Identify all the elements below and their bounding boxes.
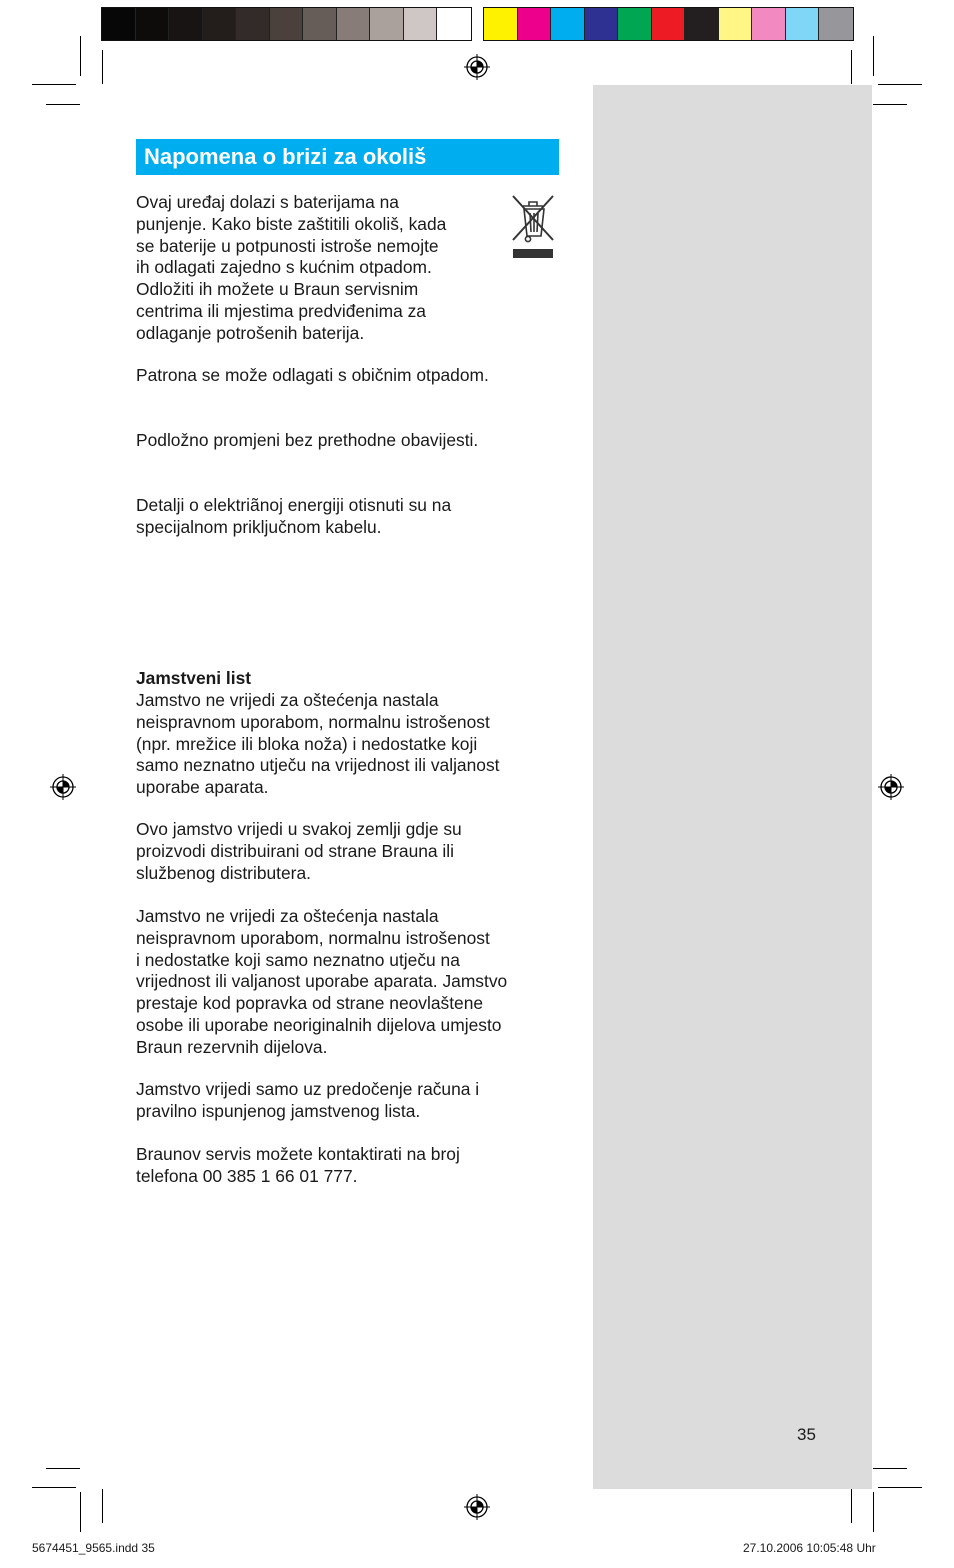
crossed-out-wheeled-bin-icon [509,192,557,260]
crop-mark [46,104,80,105]
warranty-paragraph-1: Jamstvo ne vrijedi za oštećenja nastala neispravnom uporabom, normalnu istrošenost (npr. mrežice ili bloka noža) i nedostatke koji samo neznatno utječu na vrijednost ili valjanost uporabe aparata. [136,690,500,798]
slug-file: 5674451_9565.indd 35 [32,1541,155,1555]
registration-target-icon [464,54,490,80]
color-swatch [370,8,404,40]
color-swatch [618,8,652,40]
warranty-title: Jamstveni list [136,668,252,688]
color-swatch [652,8,686,40]
color-swatch [685,8,719,40]
crop-mark [878,84,922,85]
color-swatch [270,8,304,40]
color-swatch [136,8,170,40]
warranty-paragraph-2: Ovo jamstvo vrijedi u svakoj zemlji gdje su proizvodi distribuirani od strane Brauna ili službenog distributera. [136,819,462,883]
crop-mark [102,50,103,84]
crop-mark [873,36,874,76]
color-swatch [303,8,337,40]
color-swatch [437,8,471,40]
slug-timestamp: 27.10.2006 10:05:48 Uhr [743,1541,876,1555]
color-swatch [203,8,237,40]
warranty-paragraph-4: Jamstvo vrijedi samo uz predočenje računa i pravilno ispunjenog jamstvenog lista. [136,1079,480,1121]
crop-mark [873,1468,907,1469]
section-title: Napomena o brizi za okoliš [144,144,427,169]
crop-mark [80,36,81,76]
color-swatch [585,8,619,40]
registration-target-icon [50,774,76,800]
registration-target-icon [878,774,904,800]
section-heading [136,139,559,175]
page-number: 35 [797,1425,816,1444]
color-swatch [719,8,753,40]
crop-mark [873,104,907,105]
registration-target-icon [464,1494,490,1520]
crop-mark [851,50,852,84]
crop-mark [873,1492,874,1532]
crop-mark [102,1489,103,1523]
crop-mark [80,1492,81,1532]
color-swatch [518,8,552,40]
crop-mark [851,1489,852,1523]
color-swatch [786,8,820,40]
color-swatch [819,8,853,40]
warranty-paragraph-3: Jamstvo ne vrijedi za oštećenja nastala neispravnom uporabom, normalnu istrošenost i nedostatke koji samo neznatno utječu na vrijednost ili valjanost uporabe aparata. Jamstvo prestaje kod popravka od strane neovlaštene osobe ili uporabe neoriginalnih dijelova umjesto Braun rezervnih dijelova. [136,906,508,1057]
color-swatch [337,8,371,40]
cartridge-note: Patrona se može odlagati s običnim otpadom. [136,365,489,385]
grayscale-color-bar [101,7,472,41]
color-swatch [169,8,203,40]
change-note: Podložno promjeni bez prethodne obavijesti. [136,430,479,450]
environment-paragraph: Ovaj uređaj dolazi s baterijama na punjenje. Kako biste zaštitili okoliš, kada se baterije u potpunosti istroše nemojte ih odlagati zajedno s kućnim otpadom. Odložiti ih možete u Braun servisnim centrima ili mjestima predviđenima za odlaganje potrošenih baterija. [136,192,447,343]
electrical-note: Detalji o elektriãnoj energiji otisnuti su na specijalnom priključnom kabelu. [136,495,452,537]
color-swatch [551,8,585,40]
warranty-paragraph-5: Braunov servis možete kontaktirati na broj telefona 00 385 1 66 01 777. [136,1144,460,1186]
color-swatch [404,8,438,40]
color-swatch [102,8,136,40]
crop-mark [32,1487,76,1488]
side-panel [593,85,872,1489]
color-swatch [484,8,518,40]
crop-mark [32,84,76,85]
crop-mark [878,1487,922,1488]
process-color-bar [483,7,854,41]
color-swatch [752,8,786,40]
color-swatch [236,8,270,40]
crop-mark [46,1468,80,1469]
